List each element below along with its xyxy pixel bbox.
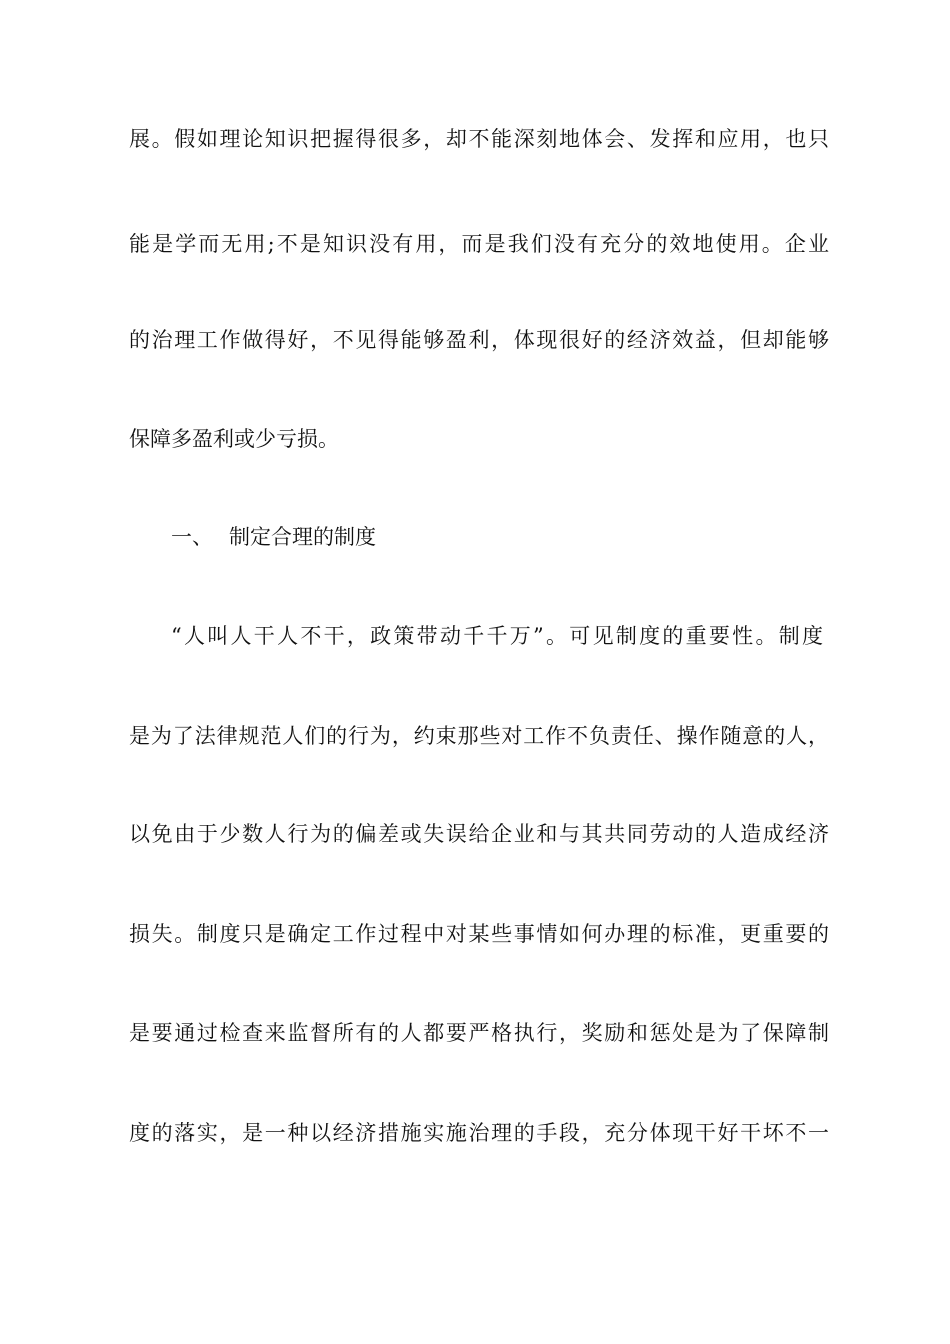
paragraph-line: 以免由于少数人行为的偏差或失误给企业和与其共同劳动的人造成经济	[129, 822, 829, 846]
paragraph-line: 是要通过检查来监督所有的人都要严格执行，奖励和惩处是为了保障制	[129, 1021, 829, 1045]
section-title: 制定合理的制度	[229, 525, 376, 549]
section-heading	[171, 523, 571, 551]
paragraph-line: 是为了法律规范人们的行为，约束那些对工作不负责任、操作随意的人，	[129, 724, 829, 748]
paragraph-line: “人叫人干人不干，政策带动千千万”。可见制度的重要性。制度	[171, 624, 823, 648]
section-number: 一、	[171, 525, 213, 549]
paragraph-line: 展。假如理论知识把握得很多，却不能深刻地体会、发挥和应用，也只	[129, 127, 829, 151]
paragraph-line: 的治理工作做得好，不见得能够盈利，体现很好的经济效益，但却能够	[129, 328, 829, 352]
paragraph-line: 度的落实，是一种以经济措施实施治理的手段，充分体现干好干坏不一	[129, 1121, 829, 1145]
paragraph-line: 保障多盈利或少亏损。	[129, 427, 339, 451]
paragraph-line: 能是学而无用;不是知识没有用，而是我们没有充分的效地使用。企业	[129, 232, 829, 256]
paragraph-line: 损失。制度只是确定工作过程中对某些事情如何办理的标准，更重要的	[129, 922, 829, 946]
